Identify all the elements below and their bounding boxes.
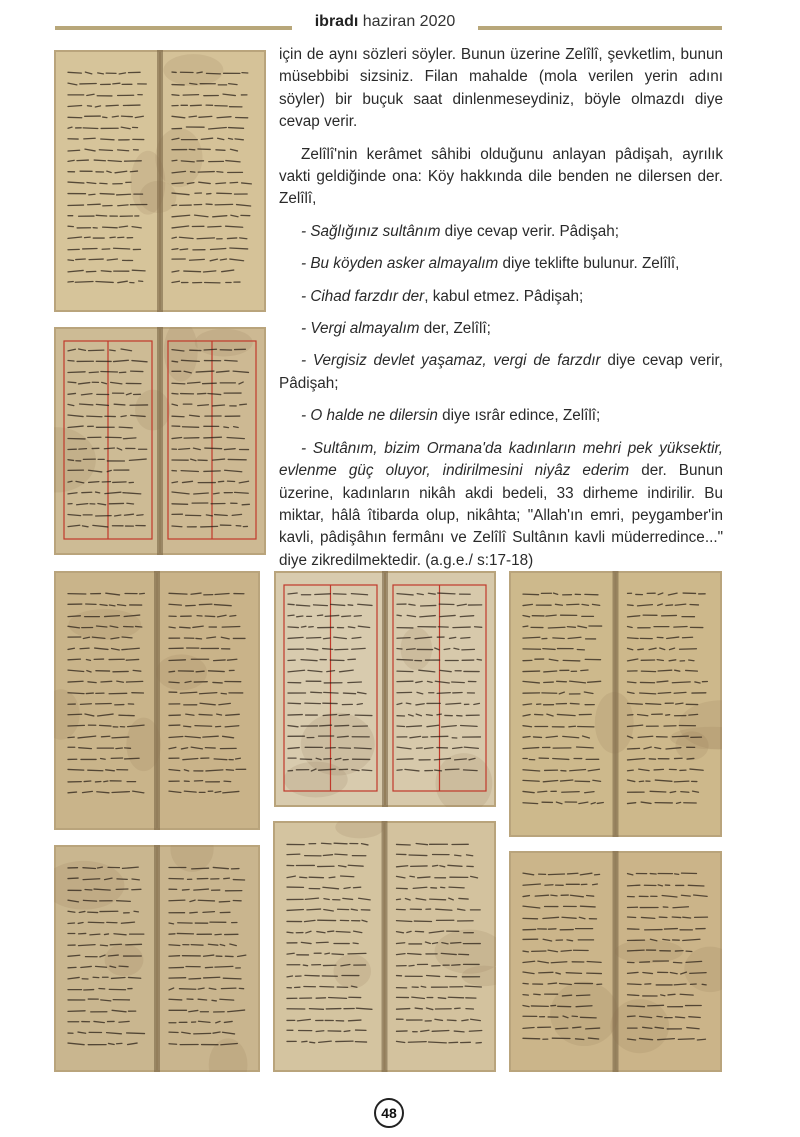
manuscript-photo-7 xyxy=(273,821,496,1072)
running-header xyxy=(292,13,478,31)
manuscript-photo-3 xyxy=(54,571,260,830)
dialogue-line: - Vergisiz devlet yaşamaz, vergi de farzdır diye cevap verir, Pâdişah; xyxy=(279,352,724,392)
manuscript-photo-1 xyxy=(54,50,266,312)
dialogue-line: - Sultânım, bizim Ormana'da kadınların mehri pek yüksektir, evlenme güç oluyor, indirilmesini niyâz ederim der. Bunun üzerine, kadınların nikâh akdi bedeli, 33 dirheme indirilir. Bu miktar, hâlâ îtibarda olup, nikâhta; "Allah'ın emri, peygamber'in kavli, pâdişâhın fermânı ve Zelîlî Sultânın kavli müderredince..." diye zikredilmektedir. (a.g.e./ s:17-18) xyxy=(279,439,723,569)
magazine-name: ibradı xyxy=(314,13,359,30)
header-rule-right xyxy=(478,26,722,30)
paragraph: için de aynı sözleri söyler. Bunun üzerine Zelîlî, şevketlim, bunun müsebbibi sizsiniz. Filan mahalde (mola verilen yerin adını söyler) bir buçuk saat dinlenmeseydiniz, böyle olmazdı diye cevap verir. xyxy=(279,46,723,131)
manuscript-photo-5 xyxy=(509,571,722,837)
manuscript-photo-4 xyxy=(274,571,496,807)
manuscript-photo-6 xyxy=(54,845,260,1072)
issue-date: haziran 2020 xyxy=(362,13,456,30)
dialogue-line: - Sağlığınız sultânım diye cevap verir. Pâdişah; xyxy=(301,222,619,240)
page-number: 48 xyxy=(374,1098,404,1128)
article-text xyxy=(279,44,723,582)
dialogue-line: - Bu köyden asker almayalım diye teklifte bulunur. Zelîlî, xyxy=(301,255,680,273)
dialogue-line: - O halde ne dilersin diye ısrâr edince, Zelîlî; xyxy=(301,407,601,425)
manuscript-photo-2 xyxy=(54,327,266,555)
manuscript-photo-8 xyxy=(509,851,722,1072)
paragraph: Zelîlî'nin kerâmet sâhibi olduğunu anlayan pâdişah, ayrılık vakti geldiğinde ona: Köy hakkında dile benden ne dilersen der. Zelîlî, xyxy=(279,145,723,208)
dialogue-line: - Vergi almayalım der, Zelîlî; xyxy=(301,320,491,338)
dialogue-line: - Cihad farzdır der, kabul etmez. Pâdişah; xyxy=(301,287,584,305)
header-rule-left xyxy=(55,26,292,30)
